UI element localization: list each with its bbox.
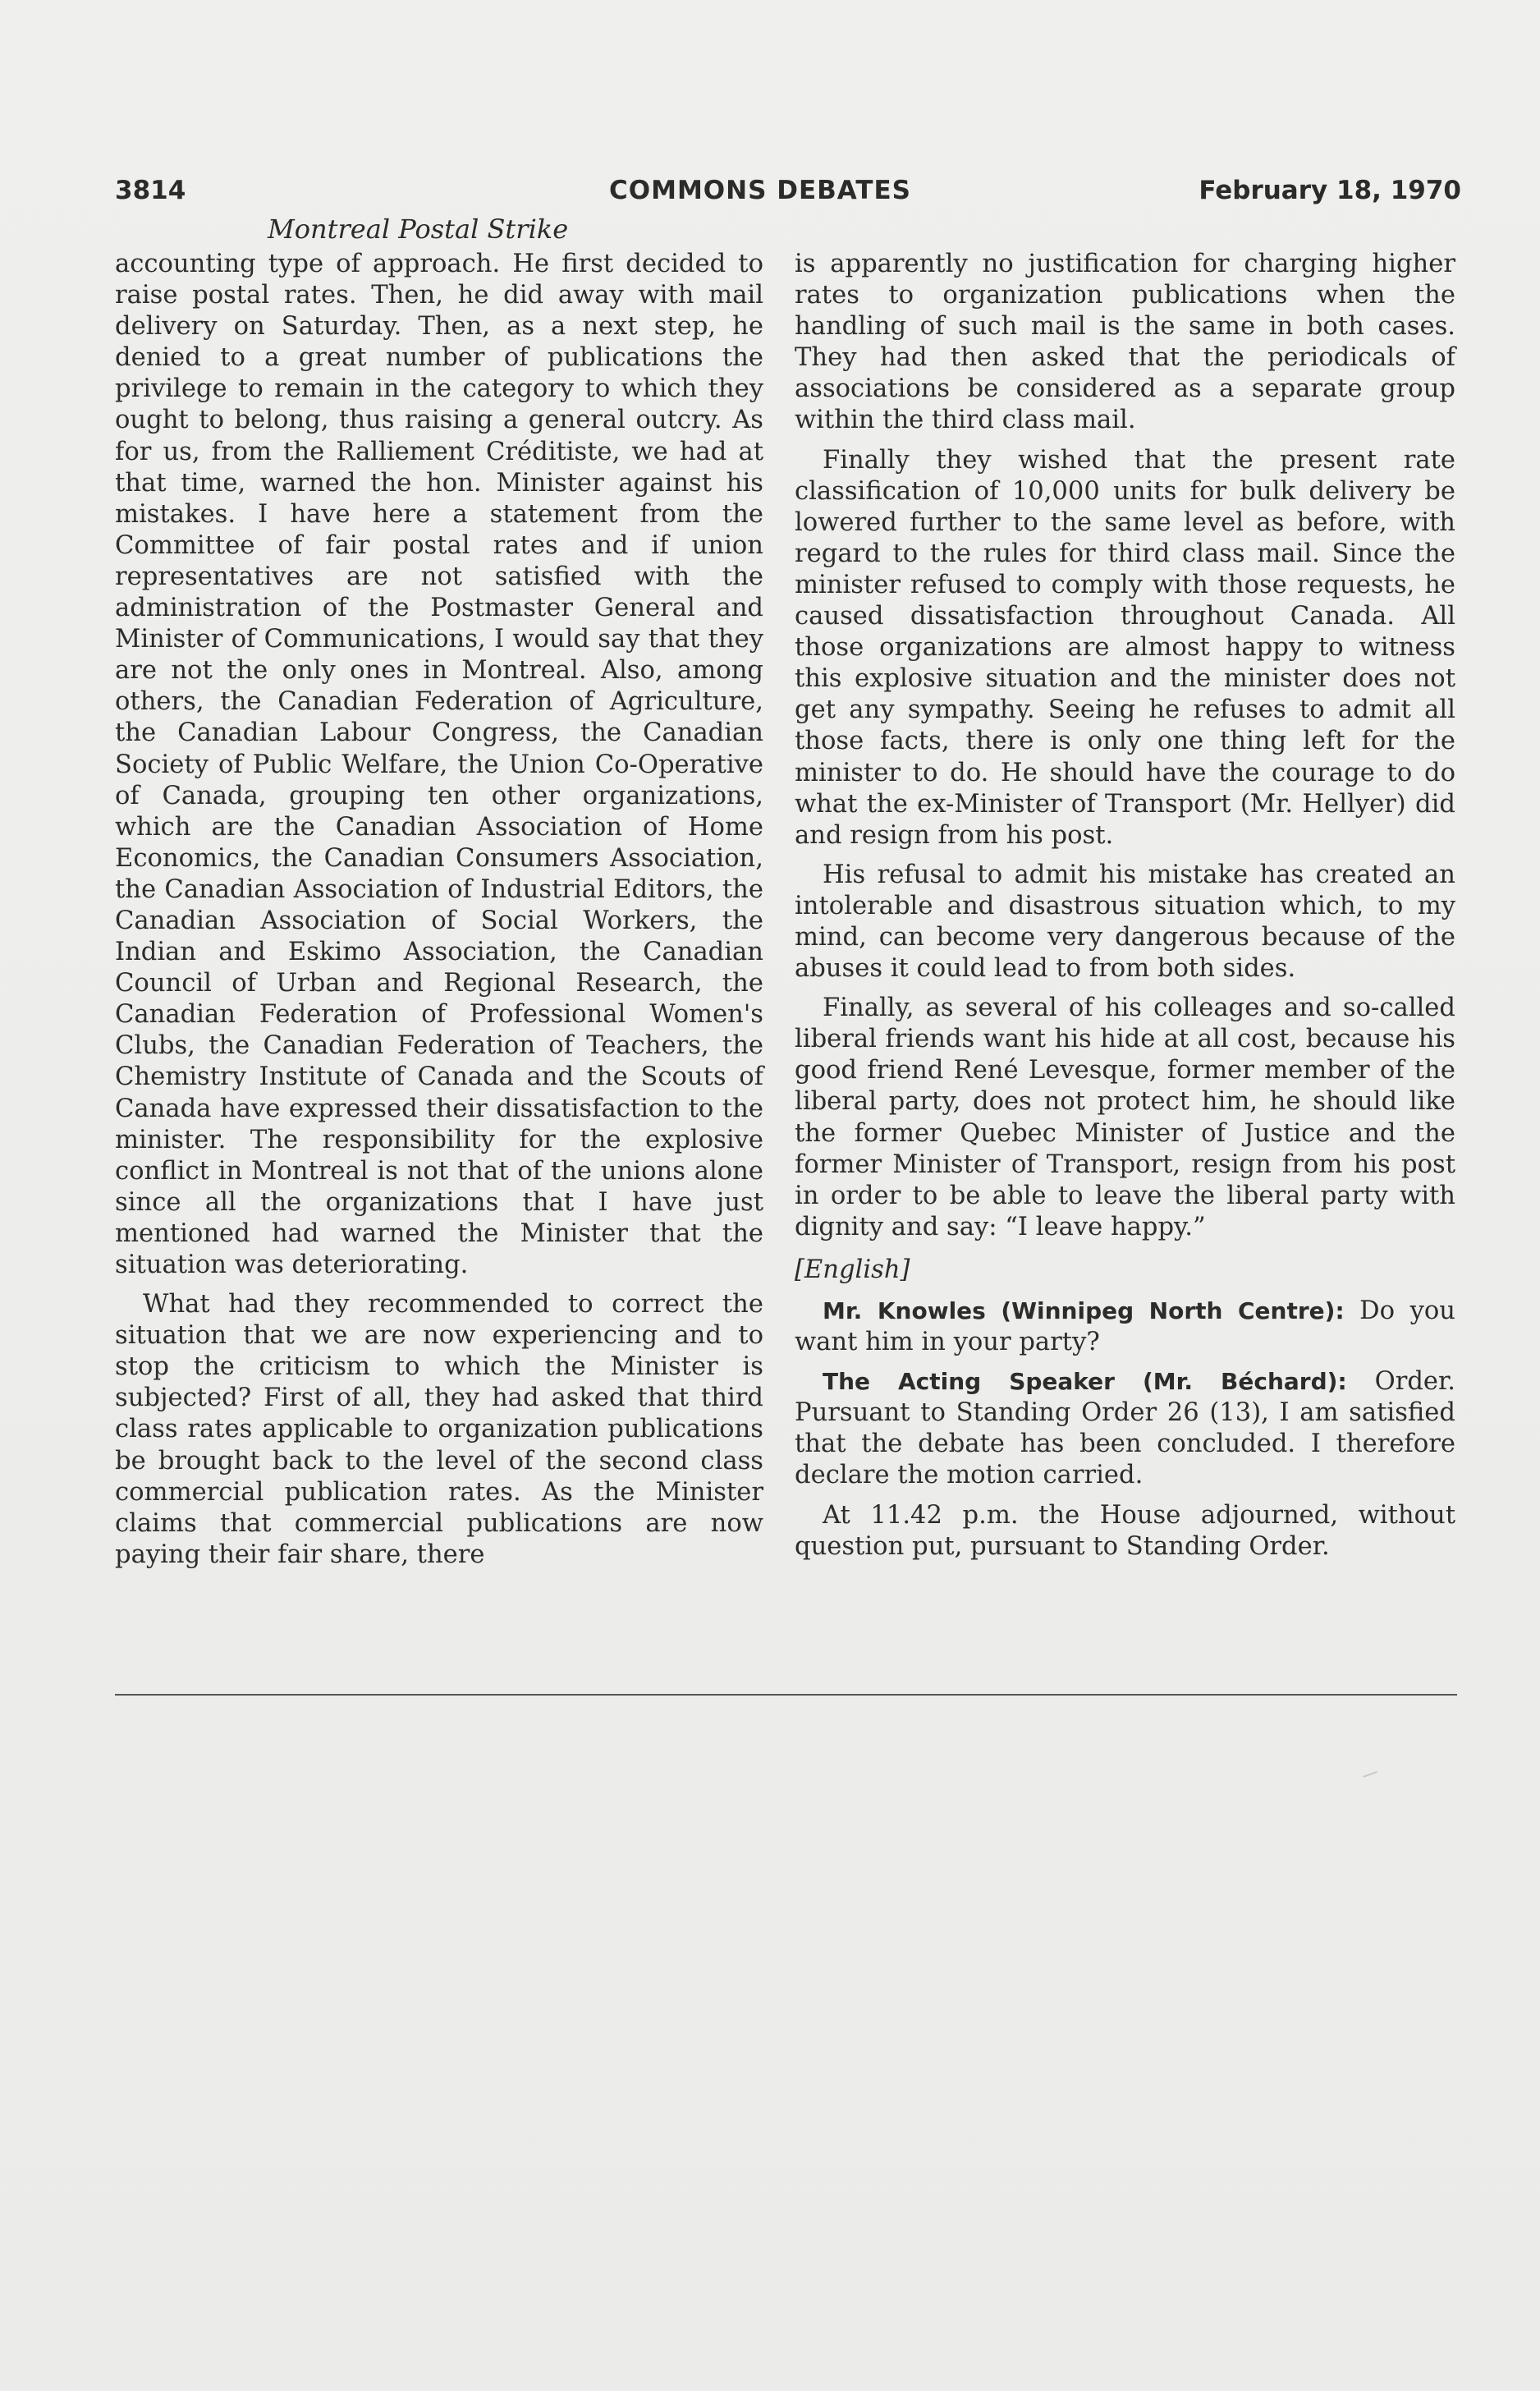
running-head: Montreal Postal Strike bbox=[268, 213, 569, 245]
language-marker: [English] bbox=[795, 1255, 910, 1284]
right-paragraph-4: Finally, as several of his colleages and so-called liberal friends want his hide at all cost, because his good friend René Levesque, former member of the liberal party, does not protect him, he should like the former Quebec Minister of Justice and the former Minister of Transport, resign from his post in order to be able to leave the liberal party with dignity and say: “I leave happy.” bbox=[795, 994, 1455, 1241]
scan-mark bbox=[1363, 1771, 1377, 1778]
left-paragraph-2: What had they recommended to correct the situation that we are now experiencing and to stop the criticism to which the Minister is subjected? First of all, they had asked that third class rates applicable to organization publications be brought back to the level of the second class commercial publication rates. As the Minister claims that commercial publications are now paying their fair share, there bbox=[115, 1290, 763, 1569]
page-number: 3814 bbox=[115, 176, 186, 205]
right-paragraph-1: is apparently no justification for charging higher rates to organization publications when the handling of such mail is the same in both cases. They had then asked that the periodicals of associations be considered as a separate group within the third class mail. bbox=[795, 250, 1455, 435]
right-paragraph-2: Finally they wished that the present rate classification of 10,000 units for bulk delivery be lowered further to the same level as before, with regard to the rules for third class mail. Since the minister refused to comply with those requests, he caused dissatisfaction throughout Canada. All those organizations are almost happy to witness this explosive situation and the minister does not get any sympathy. Seeing he refuses to admit all those facts, there is only one thing left for the minister to do. He should have the courage to do what the ex-Minister of Transport (Mr. Hellyer) did and resign from his post. bbox=[795, 445, 1455, 850]
speech-knowles bbox=[795, 1296, 1455, 1358]
left-column bbox=[115, 249, 763, 1579]
right-paragraph-3: His refusal to admit his mistake has created an intolerable and disastrous situation which, to my mind, can become very dangerous because of the abuses it could lead to from both sides. bbox=[795, 860, 1455, 984]
speaker-name: Mr. Knowles (Winnipeg North Centre): bbox=[823, 1297, 1345, 1324]
speech-text: Do you want him in your party? bbox=[795, 1296, 1455, 1357]
page-header bbox=[115, 176, 1461, 215]
speech-text: Order. Pursuant to Standing Order 26 (13), I am satisfied that the debate has been concluded. I therefore declare the motion carried. bbox=[795, 1367, 1455, 1490]
publication-title: COMMONS DEBATES bbox=[609, 176, 911, 205]
left-paragraph-1: accounting type of approach. He first decided to raise postal rates. Then, he did away with mail delivery on Saturday. Then, as a next step, he denied to a great number of publications the privilege to remain in the category to which they ought to belong, thus raising a general outcry. As for us, from the Ralliement Créditiste, we had at that time, warned the hon. Minister against his mistakes. I have here a statement from the Committee of fair postal rates and if union representatives are not satisfied with the administration of the Postmaster General and Minister of Communications, I would say that they are not the only ones in Montreal. Also, among others, the Canadian Federation of Agriculture, the Canadian Labour Congress, the Canadian Society of Public Welfare, the Union Co-Operative of Canada, grouping ten other organizations, which are the Canadian Association of Home Economics, the Canadian Consumers Association, the Canadian Association of Industrial Editors, the Canadian Association of Social Workers, the Indian and Eskimo Association, the Canadian Council of Urban and Regional Research, the Canadian Federation of Professional Women's Clubs, the Canadian Federation of Teachers, the Chemistry Institute of Canada and the Scouts of Canada have expressed their dissatisfaction to the minister. The responsibility for the explosive conflict in Montreal is not that of the unions alone since all the organizations that I have just mentioned had warned the Minister that the situation was deteriorating. bbox=[115, 250, 763, 1279]
bottom-rule bbox=[115, 1694, 1457, 1696]
speech-acting-speaker bbox=[795, 1366, 1455, 1491]
speaker-name: The Acting Speaker (Mr. Béchard): bbox=[823, 1368, 1347, 1396]
publication-date: February 18, 1970 bbox=[1199, 176, 1461, 205]
right-column bbox=[795, 249, 1455, 1571]
adjournment-note: At 11.42 p.m. the House adjourned, without question put, pursuant to Standing Order. bbox=[795, 1500, 1455, 1561]
